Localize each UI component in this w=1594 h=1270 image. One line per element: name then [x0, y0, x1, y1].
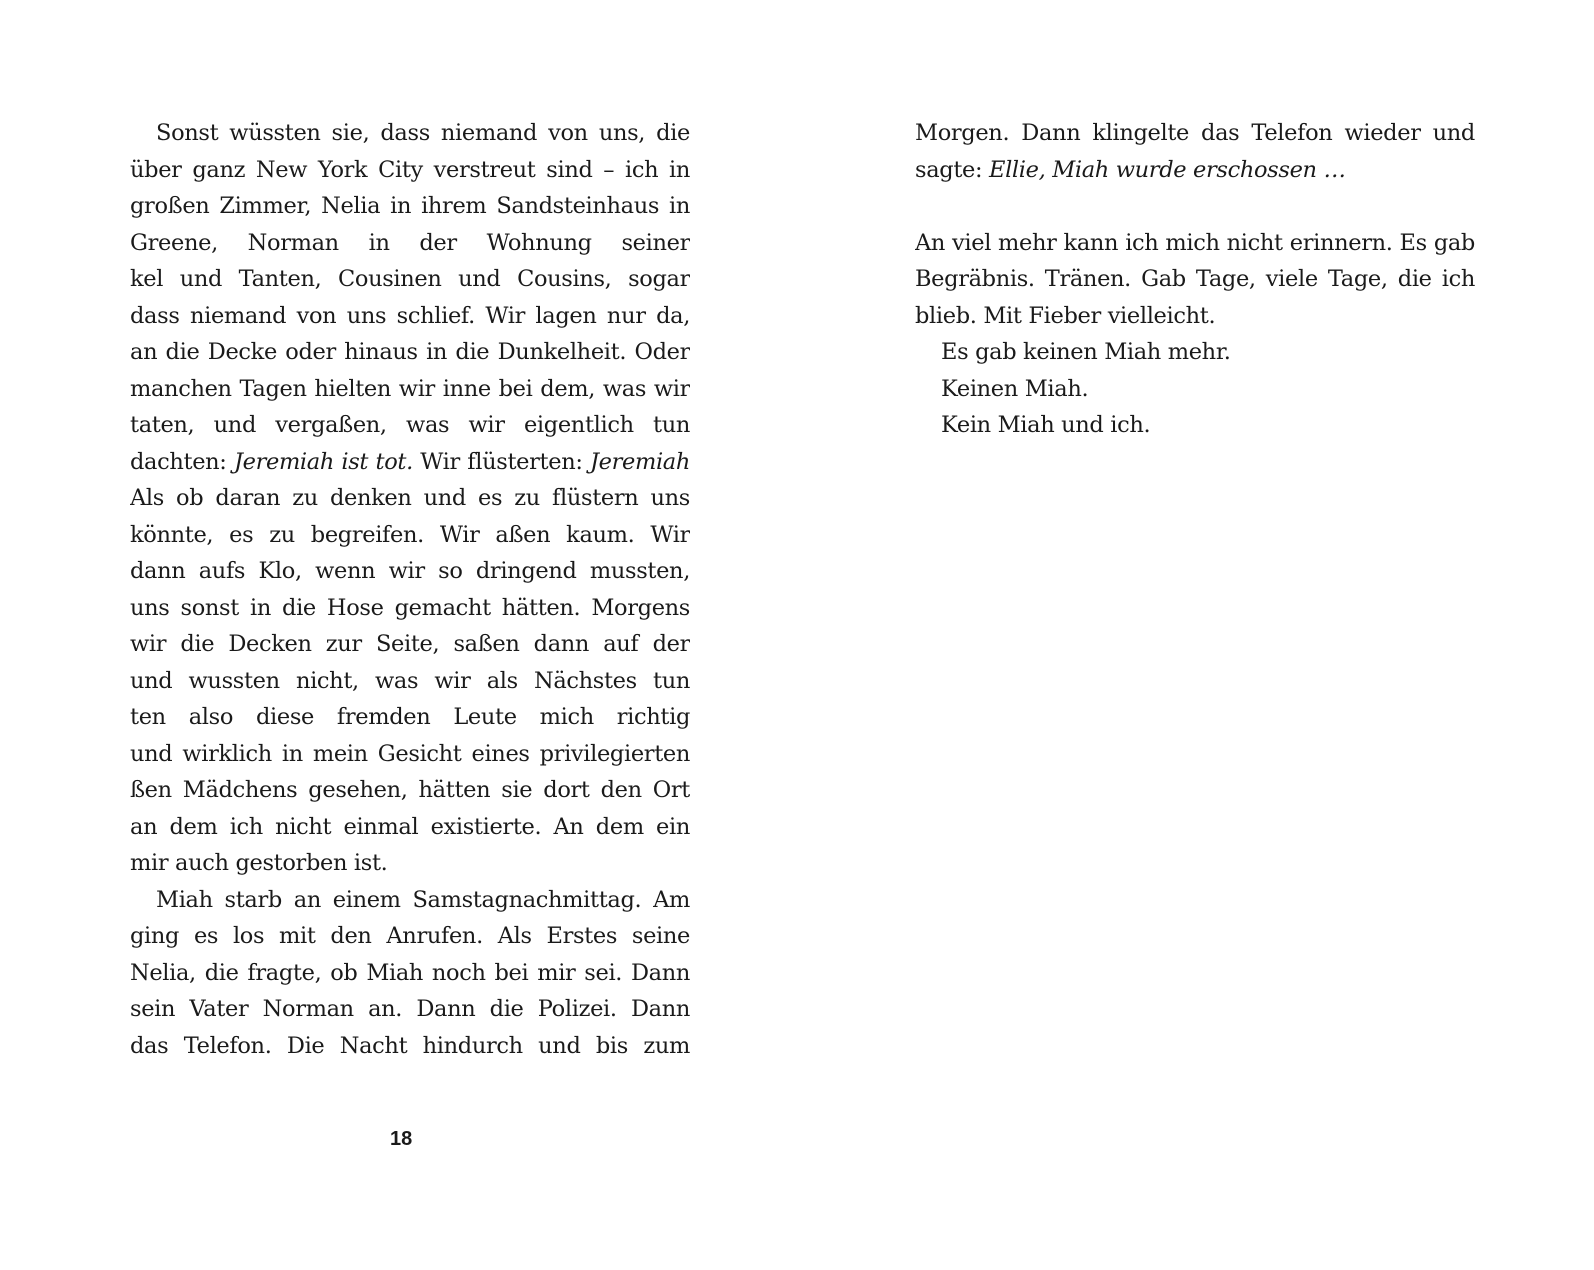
text-line: ten also diese fremden Leute mich richtig	[130, 704, 690, 730]
text-line: Nelia, die fragte, ob Miah noch bei mir sei. Dann	[130, 960, 690, 986]
text-segment: Wir flüsterten:	[412, 449, 590, 475]
text-line: uns sonst in die Hose gemacht hätten. Morgens	[130, 595, 690, 621]
text-segment: dachten:	[130, 449, 234, 475]
text-line: Greene, Norman in der Wohnung seiner	[130, 230, 690, 256]
text-line	[915, 155, 1346, 185]
text-line: Keinen Miah.	[941, 376, 1089, 402]
text-line: Als ob daran zu denken und es zu flüstern uns	[130, 485, 690, 511]
italic-text: Jeremiah ist tot.	[233, 449, 413, 475]
text-line: an dem ich nicht einmal existierte. An dem ein	[130, 814, 690, 840]
text-line: taten, und vergaßen, was wir eigentlich tun	[130, 412, 690, 438]
text-line	[130, 447, 690, 477]
text-line: das Telefon. Die Nacht hindurch und bis zum	[130, 1033, 690, 1059]
text-line: kel und Tanten, Cousinen und Cousins, sogar	[130, 266, 690, 292]
text-line: und wirklich in mein Gesicht eines privilegierten	[130, 741, 690, 767]
text-line: manchen Tagen hielten wir inne bei dem, was wir	[130, 376, 690, 402]
text-line: blieb. Mit Fieber vielleicht.	[915, 303, 1216, 329]
text-segment: sagte:	[915, 157, 990, 183]
text-line: Begräbnis. Tränen. Gab Tage, viele Tage, die ich	[915, 266, 1475, 292]
text-line: ging es los mit den Anrufen. Als Erstes seine	[130, 923, 690, 949]
text-line: Morgen. Dann klingelte das Telefon wieder und	[915, 120, 1475, 146]
text-line: An viel mehr kann ich mich nicht erinnern. Es gab	[915, 230, 1475, 256]
text-line: großen Zimmer, Nelia in ihrem Sandsteinhaus in	[130, 193, 690, 219]
text-line: könnte, es zu begreifen. Wir aßen kaum. Wir	[130, 522, 690, 548]
text-line: mir auch gestorben ist.	[130, 850, 388, 876]
text-line: Sonst wüssten sie, dass niemand von uns, die	[156, 120, 690, 146]
text-line: über ganz New York City verstreut sind – ich in	[130, 157, 690, 183]
text-line: dass niemand von uns schlief. Wir lagen nur da,	[130, 303, 690, 329]
text-line: und wussten nicht, was wir als Nächstes tun	[130, 668, 690, 694]
italic-text: Jeremiah	[589, 449, 690, 475]
italic-text: Ellie, Miah wurde erschossen …	[989, 157, 1346, 183]
text-line: dann aufs Klo, wenn wir so dringend mussten,	[130, 558, 690, 584]
text-line: Miah starb an einem Samstagnachmittag. Am	[156, 887, 690, 913]
text-line: ßen Mädchens gesehen, hätten sie dort den Ort	[130, 777, 690, 803]
text-line: sein Vater Norman an. Dann die Polizei. Dann	[130, 996, 690, 1022]
text-line: an die Decke oder hinaus in die Dunkelheit. Oder	[130, 339, 690, 365]
page-number: 18	[390, 1128, 413, 1150]
text-line: wir die Decken zur Seite, saßen dann auf der	[130, 631, 690, 657]
text-line: Kein Miah und ich.	[941, 412, 1151, 438]
text-line: Es gab keinen Miah mehr.	[941, 339, 1231, 365]
